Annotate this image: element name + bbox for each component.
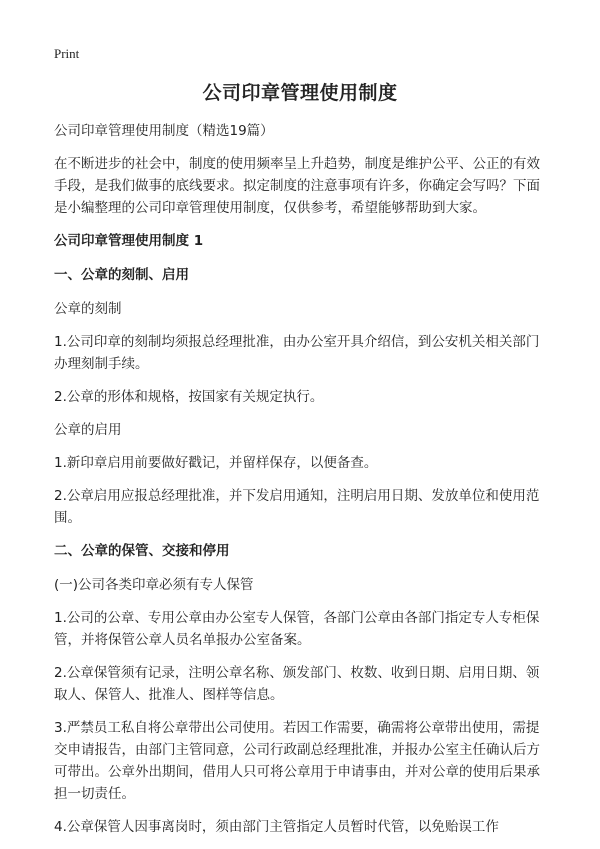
part1-item-2: 2.公章的形体和规格，按国家有关规定执行。 bbox=[54, 389, 324, 405]
part2-item-2: 2.公章保管须有记录，注明公章名称、颁发部门、枚数、收到日期、启用日期、领取人、保管人、批准人、图样等信息。 bbox=[54, 665, 540, 703]
part1-item-4: 2.公章启用应报总经理批准，并下发启用通知，注明启用日期、发放单位和使用范围。 bbox=[54, 488, 540, 526]
part1-subheading-carving: 公章的刻制 bbox=[54, 301, 122, 317]
print-link[interactable]: Print bbox=[54, 46, 80, 61]
part2-heading: 二、公章的保管、交接和停用 bbox=[54, 543, 230, 559]
part2-item-1: 1.公司的公章、专用公章由办公室专人保管，各部门公章由各部门指定专人专柜保管，并将保管公章人员名单报办公室备案。 bbox=[54, 610, 540, 648]
part2-item-4: 4.公章保管人因事离岗时，须由部门主管指定人员暂时代管，以免贻误工作 bbox=[54, 819, 499, 835]
part2-subheading-custody: (一)公司各类印章必须有专人保管 bbox=[54, 577, 254, 593]
section-title: 公司印章管理使用制度 1 bbox=[54, 233, 204, 249]
article-body bbox=[54, 120, 550, 849]
intro-paragraph: 在不断进步的社会中，制度的使用频率呈上升趋势，制度是维护公平、公正的有效手段，是我们做事的底线要求。拟定制度的注意事项有许多，你确定会写吗？下面是小编整理的公司印章管理使用制度，仅供参考，希望能够帮助到大家。 bbox=[54, 156, 540, 216]
part1-item-1: 1.公司印章的刻制均须报总经理批准，由办公室开具介绍信，到公安机关相关部门办理刻制手续。 bbox=[54, 334, 540, 372]
part1-subheading-activation: 公章的启用 bbox=[54, 422, 122, 438]
article-subtitle: 公司印章管理使用制度（精选19篇） bbox=[54, 123, 274, 139]
part2-item-3: 3.严禁员工私自将公章带出公司使用。若因工作需要，确需将公章带出使用，需提交申请报告，由部门主管同意，公司行政副总经理批准，并报办公室主任确认后方可带出。公章外出期间，借用人只可将公章用于申请事由，并对公章的使用后果承担一切责任。 bbox=[54, 720, 540, 802]
part1-heading: 一、公章的刻制、启用 bbox=[54, 267, 189, 283]
page-title: 公司印章管理使用制度 bbox=[202, 82, 398, 104]
part1-item-3: 1.新印章启用前要做好戳记，并留样保存，以便备查。 bbox=[54, 455, 378, 471]
